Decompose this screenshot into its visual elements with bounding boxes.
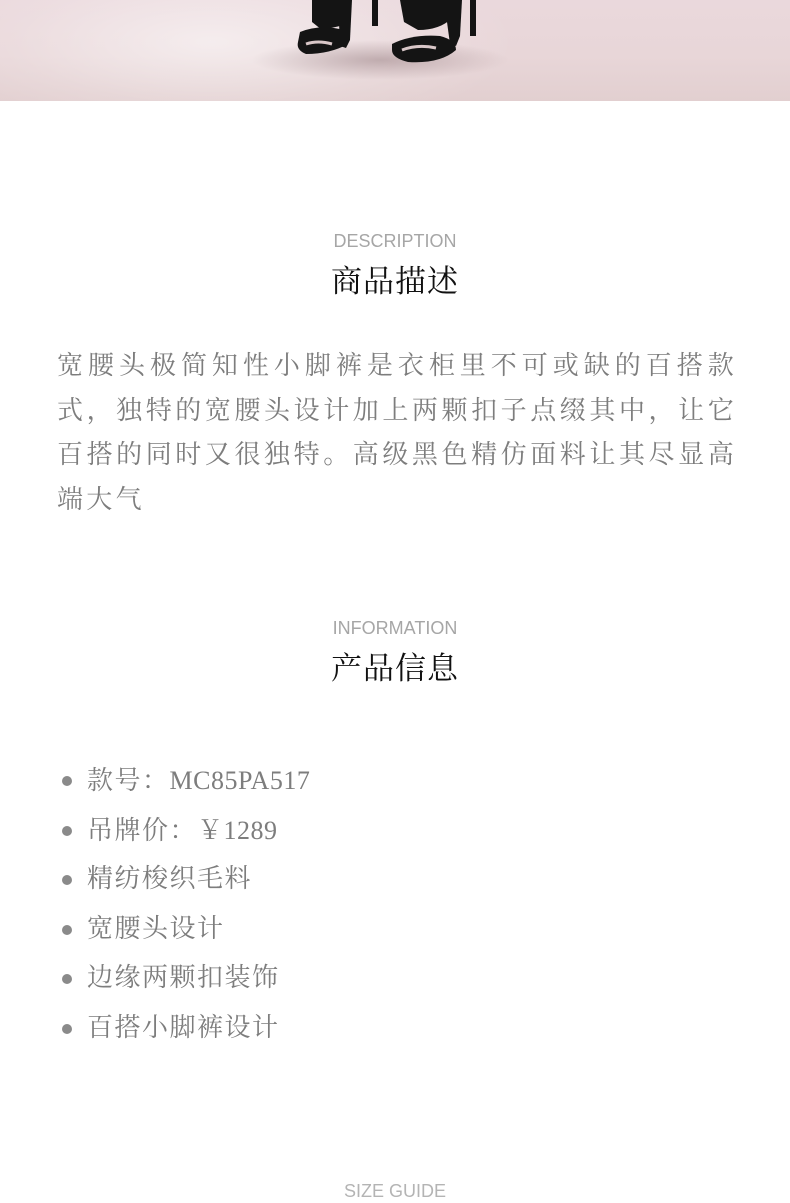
item-label: 边缘两颗扣装饰 [87,963,280,993]
product-photo [0,0,790,101]
list-item-style-number [60,756,310,806]
item-label: 宽腰头设计 [87,913,225,944]
description-heading-en: DESCRIPTION [333,231,457,251]
bullet-dot-icon [62,1024,72,1034]
item-label: 吊牌价： [87,815,198,846]
bullet-dot-icon [62,875,72,885]
description-heading: 商品描述 [331,264,459,300]
list-item-tag-price [60,806,310,856]
sandal-shoes-illustration [0,0,790,101]
style-number-value: MC85PA517 [169,766,311,795]
product-info-list [60,756,310,1053]
bullet-dot-icon [62,974,72,984]
item-label: 百搭小脚裤设计 [87,1012,280,1043]
description-body: 宽腰头极简知性小脚裤是衣柜里不可或缺的百搭款式，独特的宽腰头设计加上两颗扣子点缀其中，让它百搭的同时又很独特。高级黑色精仿面料让其尽显高端大气 [57,351,737,515]
bullet-dot-icon [62,826,72,836]
item-label: 款号： [87,766,170,796]
bullet-dot-icon [62,925,72,935]
information-heading-en: INFORMATION [332,618,458,638]
information-heading: 产品信息 [331,651,459,687]
size-guide-heading-en: SIZE GUIDE [343,1181,446,1201]
list-item-waistband [60,905,310,955]
bullet-dot-icon [62,776,72,786]
tag-price-value: ￥1289 [197,815,278,845]
item-label: 精纺梭织毛料 [87,864,253,894]
list-item-fit [60,1004,310,1054]
list-item-buttons [60,954,310,1004]
list-item-fabric [60,855,310,905]
